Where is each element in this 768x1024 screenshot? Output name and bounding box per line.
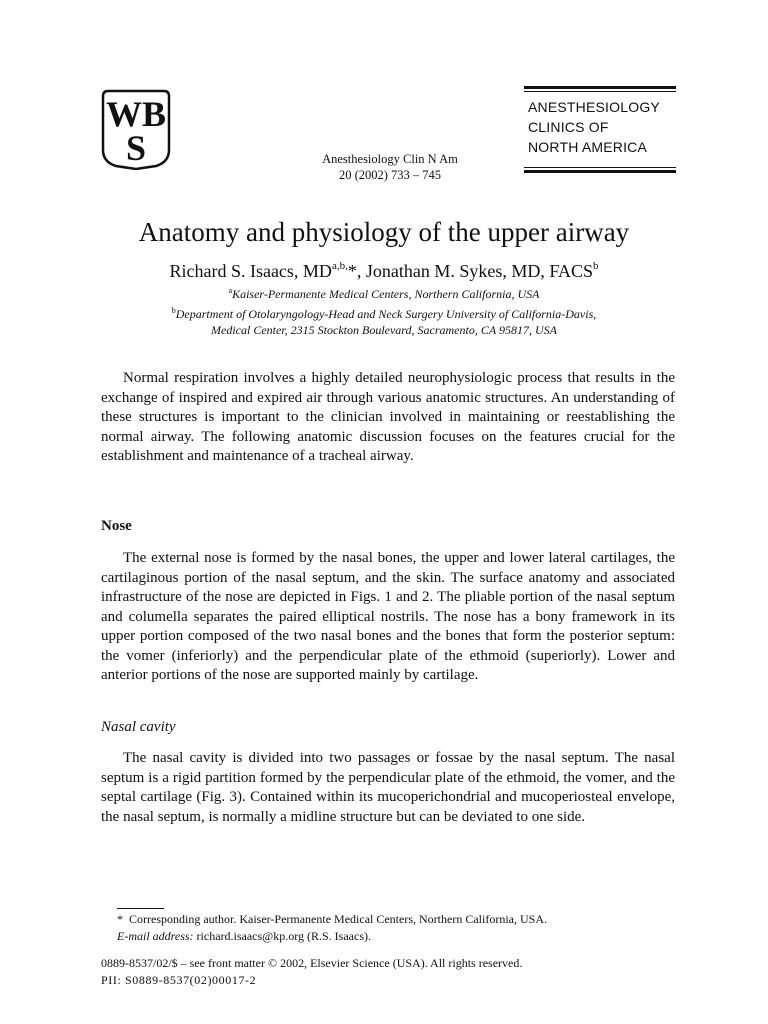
corresponding-author-footnote (117, 911, 677, 928)
email-footnote (117, 928, 677, 945)
affiliation-a (0, 283, 768, 303)
subsection-heading-nasal-cavity: Nasal cavity (101, 719, 176, 735)
masthead-rule (524, 170, 676, 173)
email-label: E-mail address: (117, 929, 194, 943)
corresponding-star: * (347, 261, 357, 281)
footnote-star: * (117, 912, 123, 926)
author-name: Richard S. Isaacs, MD (169, 261, 332, 281)
citation-journal: Anesthesiology Clin N Am (322, 152, 458, 166)
affiliation-mark: a (228, 286, 233, 295)
journal-name-line: ANESTHESIOLOGY (528, 99, 660, 115)
affiliation-marks: b (593, 260, 599, 272)
journal-name-line: NORTH AMERICA (528, 139, 648, 155)
logo-line1: WB (105, 94, 167, 134)
paragraph-text: The nasal cavity is divided into two passages or fossae by the nasal septum. The nasal septum is a rigid partition formed by the perpendicular plate of the ethmoid, the vomer, and the septal cartilage (Fig. 3). Contained within its mucoperichondrial and mucoperiosteal envelope, the nasal septum, is normally a midline structure but can be deviated to one side. (101, 750, 675, 825)
masthead-rule (524, 86, 676, 89)
publisher-logo-seal (100, 88, 172, 170)
affiliation-b-address: Medical Center, 2315 Stockton Boulevard, Sacramento, CA 95817, USA (211, 323, 557, 337)
paragraph-text: Normal respiration involves a highly detailed neurophysiologic process that results in the exchange of inspired and expired air through various anatomic structures. An understanding of these structures is important to the clinician involved in maintaining or reestablishing the normal airway. The following anatomic discussion focuses on the features crucial for the establishment and maintenance of a tracheal airway. (101, 370, 675, 464)
journal-name-line: CLINICS OF (528, 119, 609, 135)
intro-paragraph (101, 369, 675, 467)
pii-line: PII: S0889-8537(02)00017-2 (101, 973, 257, 987)
affiliation-mark: b (171, 305, 176, 315)
section-heading-nose: Nose (101, 518, 132, 534)
masthead-rule (524, 91, 676, 92)
citation-volume: 20 (2002) 733 – 745 (338, 168, 442, 182)
masthead-rule (524, 167, 676, 168)
logo-line2: S (125, 128, 147, 168)
publisher-logo (100, 88, 172, 170)
affiliation-text: Department of Otolaryngology-Head and Neck Surgery University of California-Davis, (175, 306, 597, 321)
author-name: Jonathan M. Sykes, MD, FACS (365, 261, 594, 281)
copyright-line: 0889-8537/02/$ – see front matter © 2002, Elsevier Science (USA). All rights reserved. (101, 956, 523, 970)
affiliations (0, 283, 768, 339)
author-separator: , (356, 261, 366, 281)
footnote-rule (117, 908, 164, 909)
affiliation-text: Kaiser-Permanente Medical Centers, Northern California, USA (232, 287, 540, 301)
paragraph-text: The external nose is formed by the nasal bones, the upper and lower lateral cartilages, the cartilaginous portion of the nasal septum, and the skin. The surface anatomy and associated infrastructure of the nose are depicted in Figs. 1 and 2. The pliable portion of the nasal septum and columella separates the paired elliptical nostrils. The nose has a bony framework in its upper portion composed of the two nasal bones and the bones that form the posterior septum: the vomer (inferiorly) and the perpendicular plate of the ethmoid (superiorly). Lower and anterior portions of the nose are supported mainly by cartilage. (101, 550, 675, 683)
nasal-cavity-paragraph (101, 749, 675, 827)
journal-masthead (524, 86, 676, 173)
journal-citation (290, 151, 490, 183)
author-list (0, 254, 768, 283)
nose-paragraph (101, 549, 675, 686)
affiliation-b (0, 303, 768, 323)
article-title: Anatomy and physiology of the upper airway (138, 217, 630, 247)
email-address[interactable]: richard.isaacs@kp.org (R.S. Isaacs). (196, 929, 371, 943)
footnote-text: Corresponding author. Kaiser-Permanente Medical Centers, Northern California, USA. (129, 912, 547, 926)
affiliation-marks: a,b, (331, 260, 348, 272)
